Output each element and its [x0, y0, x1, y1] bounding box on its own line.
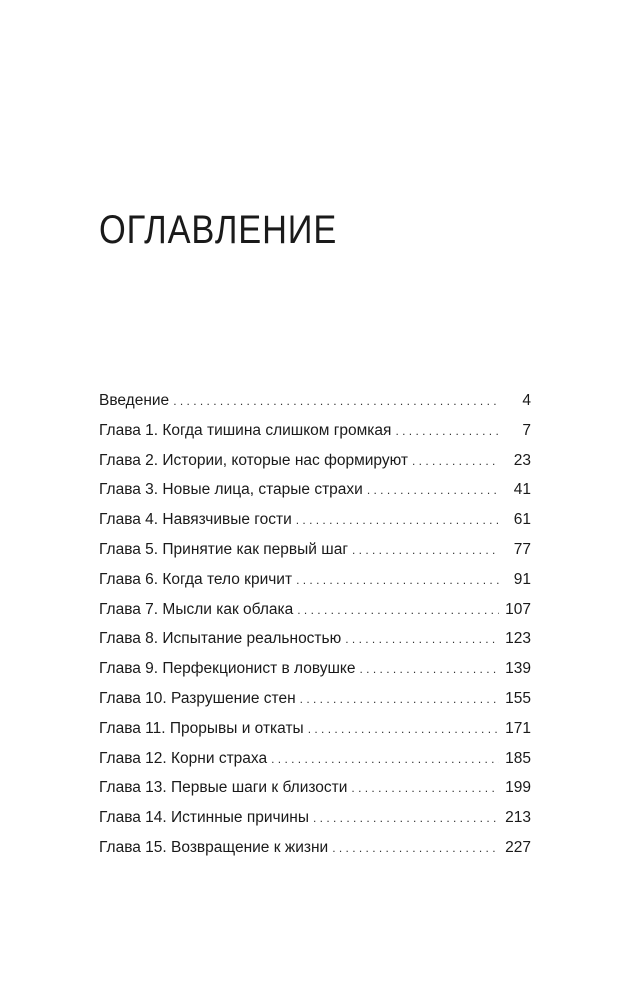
- toc-entry-title: Глава 10. Разрушение стен: [99, 689, 296, 707]
- dot-leader: [313, 804, 499, 834]
- toc-entry-page: 185: [505, 749, 531, 767]
- toc-entry-chapter-4[interactable]: [99, 505, 531, 535]
- toc-entry-page: 227: [505, 838, 531, 856]
- dot-leader: [367, 476, 499, 506]
- dot-leader: [296, 566, 499, 596]
- toc-entry-chapter-2[interactable]: [99, 446, 531, 476]
- toc-entry-chapter-1[interactable]: [99, 416, 531, 446]
- toc-entry-page: 171: [505, 719, 531, 737]
- dot-leader: [352, 536, 499, 566]
- toc-entry-page: 91: [513, 570, 531, 588]
- page-title: ОГЛАВЛЕНИЕ: [99, 208, 338, 252]
- toc-entry-page: 77: [513, 540, 531, 558]
- dot-leader: [351, 774, 499, 804]
- toc-entry-chapter-10[interactable]: [99, 684, 531, 714]
- toc-entry-title: Глава 15. Возвращение к жизни: [99, 838, 329, 856]
- toc-entry-chapter-6[interactable]: [99, 565, 531, 595]
- table-of-contents: [99, 386, 531, 863]
- toc-entry-title: Глава 13. Первые шаги к близости: [99, 779, 348, 797]
- toc-entry-page: 7: [522, 421, 531, 439]
- toc-entry-chapter-9[interactable]: [99, 654, 531, 684]
- toc-entry-page: 23: [513, 451, 531, 469]
- toc-entry-title: Введение: [99, 392, 170, 409]
- toc-entry-chapter-7[interactable]: [99, 595, 531, 625]
- toc-entry-page: 199: [505, 779, 531, 797]
- toc-entry-title: Глава 8. Испытание реальностью: [99, 630, 342, 648]
- dot-leader: [345, 625, 499, 655]
- toc-entry-chapter-8[interactable]: [99, 624, 531, 654]
- toc-entry-title: Глава 7. Мысли как облака: [99, 600, 294, 618]
- toc-entry-chapter-14[interactable]: [99, 803, 531, 833]
- toc-entry-page: 61: [513, 511, 531, 529]
- toc-entry-chapter-13[interactable]: [99, 773, 531, 803]
- toc-entry-title: Глава 2. Истории, которые нас формируют: [99, 451, 408, 469]
- toc-entry-page: 41: [513, 481, 531, 499]
- toc-entry-chapter-11[interactable]: [99, 714, 531, 744]
- toc-entry-chapter-15[interactable]: [99, 833, 531, 863]
- toc-entry-title: Глава 11. Прорывы и откаты: [99, 719, 304, 737]
- toc-entry-title: Глава 9. Перфекционист в ловушке: [99, 660, 356, 678]
- toc-entry-page: 213: [505, 809, 531, 827]
- dot-leader: [300, 685, 499, 715]
- toc-entry-title: Глава 14. Истинные причины: [99, 809, 309, 827]
- toc-entry-page: 123: [505, 630, 531, 648]
- toc-entry-page: 139: [505, 660, 531, 678]
- dot-leader: [308, 715, 499, 745]
- toc-entry-intro[interactable]: [99, 386, 531, 416]
- toc-entry-page: 4: [522, 392, 531, 409]
- toc-entry-title: Глава 12. Корни страха: [99, 749, 268, 767]
- dot-leader: [296, 506, 499, 536]
- dot-leader: [395, 417, 499, 447]
- toc-entry-page: 155: [505, 689, 531, 707]
- dot-leader: [173, 387, 499, 417]
- toc-entry-title: Глава 5. Принятие как первый шаг: [99, 540, 348, 558]
- toc-entry-title: Глава 3. Новые лица, старые страхи: [99, 481, 363, 499]
- toc-entry-title: Глава 1. Когда тишина слишком громкая: [99, 421, 392, 439]
- toc-entry-chapter-12[interactable]: [99, 744, 531, 774]
- dot-leader: [332, 834, 499, 864]
- toc-entry-page: 107: [505, 600, 531, 618]
- dot-leader: [412, 447, 499, 477]
- toc-entry-title: Глава 6. Когда тело кричит: [99, 570, 293, 588]
- toc-entry-title: Глава 4. Навязчивые гости: [99, 511, 292, 529]
- dot-leader: [271, 745, 499, 775]
- toc-entry-chapter-5[interactable]: [99, 535, 531, 565]
- dot-leader: [297, 596, 499, 626]
- dot-leader: [360, 655, 499, 685]
- toc-entry-chapter-3[interactable]: [99, 475, 531, 505]
